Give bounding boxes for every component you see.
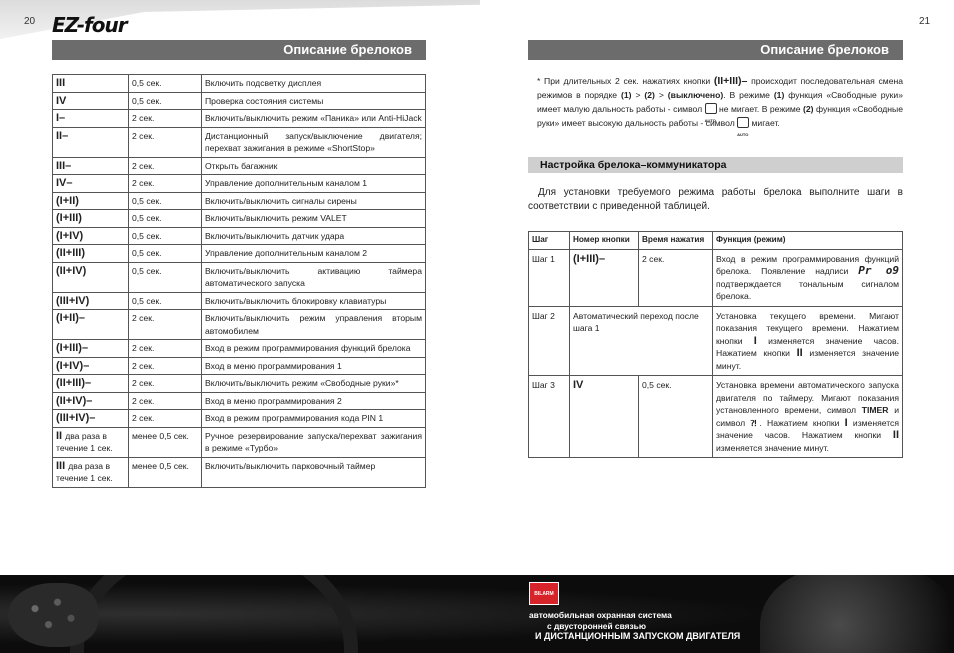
button-cell: [53, 457, 129, 487]
function-cell: Включить/выключить парковочный таймер: [202, 457, 426, 487]
table-row: [53, 410, 426, 428]
time-cell: 2 сек.: [129, 357, 202, 375]
table-row: [53, 262, 426, 292]
function-cell: Управление дополнительным каналом 1: [202, 175, 426, 193]
time-cell: 2 сек.: [129, 157, 202, 175]
button-ref: I: [753, 334, 757, 347]
button-cell: [53, 375, 129, 393]
function-text: и символ: [716, 405, 900, 428]
function-cell: Управление дополнительным каналом 2: [202, 245, 426, 263]
note-text: . В режиме: [723, 90, 770, 100]
table-row: [53, 427, 426, 457]
button-note: два раза в течение 1 сек.: [56, 430, 113, 453]
time-cell: 2 сек.: [129, 310, 202, 340]
note-mode: (2): [644, 90, 655, 100]
page-number-left: 20: [24, 16, 36, 27]
table-row: [53, 357, 426, 375]
table-row: [529, 376, 903, 458]
time-cell: 2 сек.: [129, 340, 202, 358]
button-label: IV: [56, 94, 67, 107]
time-cell: 0,5 сек.: [129, 262, 202, 292]
button-cell: [53, 210, 129, 228]
button-cell: [53, 110, 129, 128]
intro-paragraph: Для установки требуемого режима работы брелока выполните шаги в соответствии с приведенной таблицей.: [528, 187, 903, 212]
table-row: [53, 110, 426, 128]
button-label: (I+II): [56, 194, 79, 207]
function-cell: Проверка состояния системы: [202, 92, 426, 110]
table-row: [53, 127, 426, 157]
table-row: [53, 175, 426, 193]
time-cell: 0,5 сек.: [129, 227, 202, 245]
button-cell: [53, 427, 129, 457]
timer-symbol: TIMER: [861, 405, 889, 415]
button-cell: [53, 175, 129, 193]
brand-logo: BILARM: [529, 582, 559, 605]
remote-start-icon: ⁈: [750, 417, 760, 428]
function-cell: Вход в меню программирования 1: [202, 357, 426, 375]
note-text: происходит последовательная смена режимов в порядке: [537, 76, 903, 100]
time-cell: 2 сек.: [639, 249, 713, 306]
time-cell: 0,5 сек.: [129, 210, 202, 228]
table-row: [53, 340, 426, 358]
button-ref: II: [892, 429, 900, 441]
function-text: Установка текущего времени. Мигают показания текущего времени. Нажатием кнопки: [716, 310, 899, 346]
time-cell: менее 0,5 сек.: [129, 427, 202, 457]
function-text: изменяется значение минут.: [716, 348, 900, 371]
function-text: Установка времени автоматического запуска двигателя по таймеру. Мигают показания установленного времени, символ: [716, 380, 899, 415]
time-cell: 0,5 сек.: [129, 75, 202, 93]
button-cell: [53, 262, 129, 292]
function-text: подтверждается тональным сигналом брелока.: [716, 278, 899, 301]
button-label: IV–: [56, 177, 73, 189]
table-row: [53, 375, 426, 393]
function-cell: Вход в меню программирования 2: [202, 392, 426, 410]
function-text: Вход в режим программирования функций брелока. Появление надписи: [716, 253, 899, 276]
col-header-time: Время нажатия: [639, 232, 713, 250]
auto-start-icon: [705, 103, 717, 114]
time-cell: 2 сек.: [129, 127, 202, 157]
button-cell: [53, 127, 129, 157]
tagline-line: автомобильная охранная система: [529, 610, 672, 620]
note-paragraph: [537, 74, 903, 130]
function-cell: [713, 376, 903, 458]
note-text: мигает.: [751, 118, 780, 128]
time-cell: 2 сек.: [129, 392, 202, 410]
button-label: (III+IV): [56, 294, 90, 307]
table-row: [53, 157, 426, 175]
time-cell: 2 сек.: [129, 110, 202, 128]
button-cell: [53, 92, 129, 110]
function-cell: Включить/выключить режим «Свободные руки»*: [202, 375, 426, 393]
button-label: (I+III)–: [56, 342, 89, 354]
leopard-image: [8, 583, 98, 647]
function-cell: Открыть багажник: [202, 157, 426, 175]
button-label: (I+III): [56, 212, 82, 224]
button-cell: [53, 357, 129, 375]
display-readout: Pr o9: [858, 264, 899, 277]
button-label: (I+II)–: [56, 312, 86, 324]
button-cell: IV: [570, 376, 639, 458]
function-cell: [713, 249, 903, 306]
button-cell: [53, 227, 129, 245]
button-cell: [53, 75, 129, 93]
table-row: [53, 245, 426, 263]
tagline-line: с двусторонней связью: [547, 620, 646, 631]
tagline-line: И ДИСТАНЦИОННЫМ ЗАПУСКОМ ДВИГАТЕЛЯ: [535, 631, 741, 641]
button-cell: [53, 310, 129, 340]
button-ref: II: [796, 347, 803, 359]
button-label: (II+IV)–: [56, 394, 93, 407]
note-mode: (1): [773, 90, 785, 100]
function-cell: Включить/выключить датчик удара: [202, 227, 426, 245]
note-mode: (2): [803, 104, 814, 114]
col-header-button: Номер кнопки: [570, 232, 639, 250]
function-cell: Включить/выключить блокировку клавиатуры: [202, 292, 426, 310]
note-mode: (1): [621, 90, 632, 100]
note-text: функция «Свободные руки» имеет высокую дальность работы - символ: [537, 104, 904, 128]
table-row: [53, 92, 426, 110]
time-cell: 0,5 сек.: [129, 92, 202, 110]
button-cell: [53, 245, 129, 263]
footer-tagline: [529, 610, 740, 642]
table-row: [529, 249, 903, 306]
button-cell: [53, 392, 129, 410]
button-label: III–: [56, 159, 72, 172]
button-cell: [53, 410, 129, 428]
button-label: II: [56, 429, 63, 442]
note-text: * При длительных 2 сек. нажатиях кнопки: [537, 76, 711, 86]
button-label: (I+IV): [56, 229, 84, 242]
table-row: [53, 227, 426, 245]
step-cell: Шаг 1: [529, 249, 570, 306]
time-cell: 0,5 сек.: [129, 245, 202, 263]
button-label: (II+IV): [56, 264, 87, 277]
button-cell: [53, 192, 129, 210]
function-cell: Ручное резервирование запуска/перехват зажигания в режиме «Турбо»: [202, 427, 426, 457]
function-text: изменяется значение часов. Нажатием кнопки: [716, 335, 900, 358]
col-header-function: Функция (режим): [713, 232, 903, 250]
button-label: (III+IV)–: [56, 412, 96, 424]
function-cell: [713, 306, 903, 376]
button-label: (II+III)–: [56, 377, 92, 389]
button-ref: I: [844, 416, 848, 429]
note-mode: (выключено): [667, 90, 724, 100]
note-text: не мигает. В режиме: [719, 104, 801, 114]
time-cell: 2 сек.: [129, 175, 202, 193]
note-text: функция «Свободные руки» имеет малую дальность работы - символ: [537, 90, 904, 114]
subsection-title: Настройка брелока–коммуникатора: [528, 157, 903, 173]
button-note: два раза в течение 1 сек.: [56, 460, 113, 483]
function-cell: Включить/выключить активацию таймера автоматического запуска: [202, 262, 426, 292]
button-cell: Автоматический переход после шага 1: [570, 306, 713, 376]
button-cell: (I+III)–: [570, 249, 639, 306]
time-cell: 0,5 сек.: [129, 292, 202, 310]
time-cell: 2 сек.: [129, 410, 202, 428]
table-row: [53, 310, 426, 340]
button-label: III: [56, 459, 66, 472]
setup-steps-table: [528, 231, 903, 458]
function-cell: Вход в режим программирования функций брелока: [202, 340, 426, 358]
button-cell: [53, 340, 129, 358]
note-text: >: [658, 90, 664, 100]
left-section-title: Описание брелоков: [52, 40, 426, 60]
table-row: [53, 292, 426, 310]
auto-start-icon: [737, 117, 749, 128]
table-row: [53, 457, 426, 487]
note-button: (II+III)–: [713, 75, 748, 87]
button-cell: [53, 157, 129, 175]
time-cell: 2 сек.: [129, 375, 202, 393]
button-label: II–: [56, 129, 69, 142]
time-cell: 0,5 сек.: [639, 376, 713, 458]
table-row: [53, 192, 426, 210]
col-header-step: Шаг: [529, 232, 570, 250]
function-text: изменяется значение часов. Нажатием кнопки: [716, 417, 900, 440]
table-row: [53, 392, 426, 410]
button-label: I–: [56, 112, 66, 124]
button-label: (I+IV)–: [56, 359, 90, 372]
page-number-right: 21: [919, 16, 931, 27]
step-cell: Шаг 2: [529, 306, 570, 376]
function-cell: Дистанционный запуск/выключение двигателя; перехват зажигания в режиме «ShortStop»: [202, 127, 426, 157]
function-cell: Включить/выключить режим «Паника» или Anti-HiJack: [202, 110, 426, 128]
time-cell: менее 0,5 сек.: [129, 457, 202, 487]
footer-banner: [0, 575, 954, 653]
table-row: [529, 306, 903, 376]
step-cell: Шаг 3: [529, 376, 570, 458]
button-label: (II+III): [56, 247, 86, 259]
table-row: [53, 75, 426, 93]
button-label: III: [56, 77, 66, 89]
time-cell: 0,5 сек.: [129, 192, 202, 210]
function-text: изменяется значение минут.: [716, 442, 829, 453]
note-text: >: [635, 90, 641, 100]
function-cell: Включить/выключить режим управления вторым автомобилем: [202, 310, 426, 340]
function-cell: Включить/выключить сигналы сирены: [202, 192, 426, 210]
function-cell: Включить подсветку дисплея: [202, 75, 426, 93]
table-row: [53, 210, 426, 228]
function-text: . Нажатием кнопки: [759, 417, 840, 428]
right-section-title: Описание брелоков: [528, 40, 903, 60]
function-cell: Включить/выключить режим VALET: [202, 210, 426, 228]
function-cell: Вход в режим программирования кода PIN 1: [202, 410, 426, 428]
logo: EZ-four: [52, 13, 127, 37]
button-commands-table: [52, 74, 426, 488]
button-cell: [53, 292, 129, 310]
